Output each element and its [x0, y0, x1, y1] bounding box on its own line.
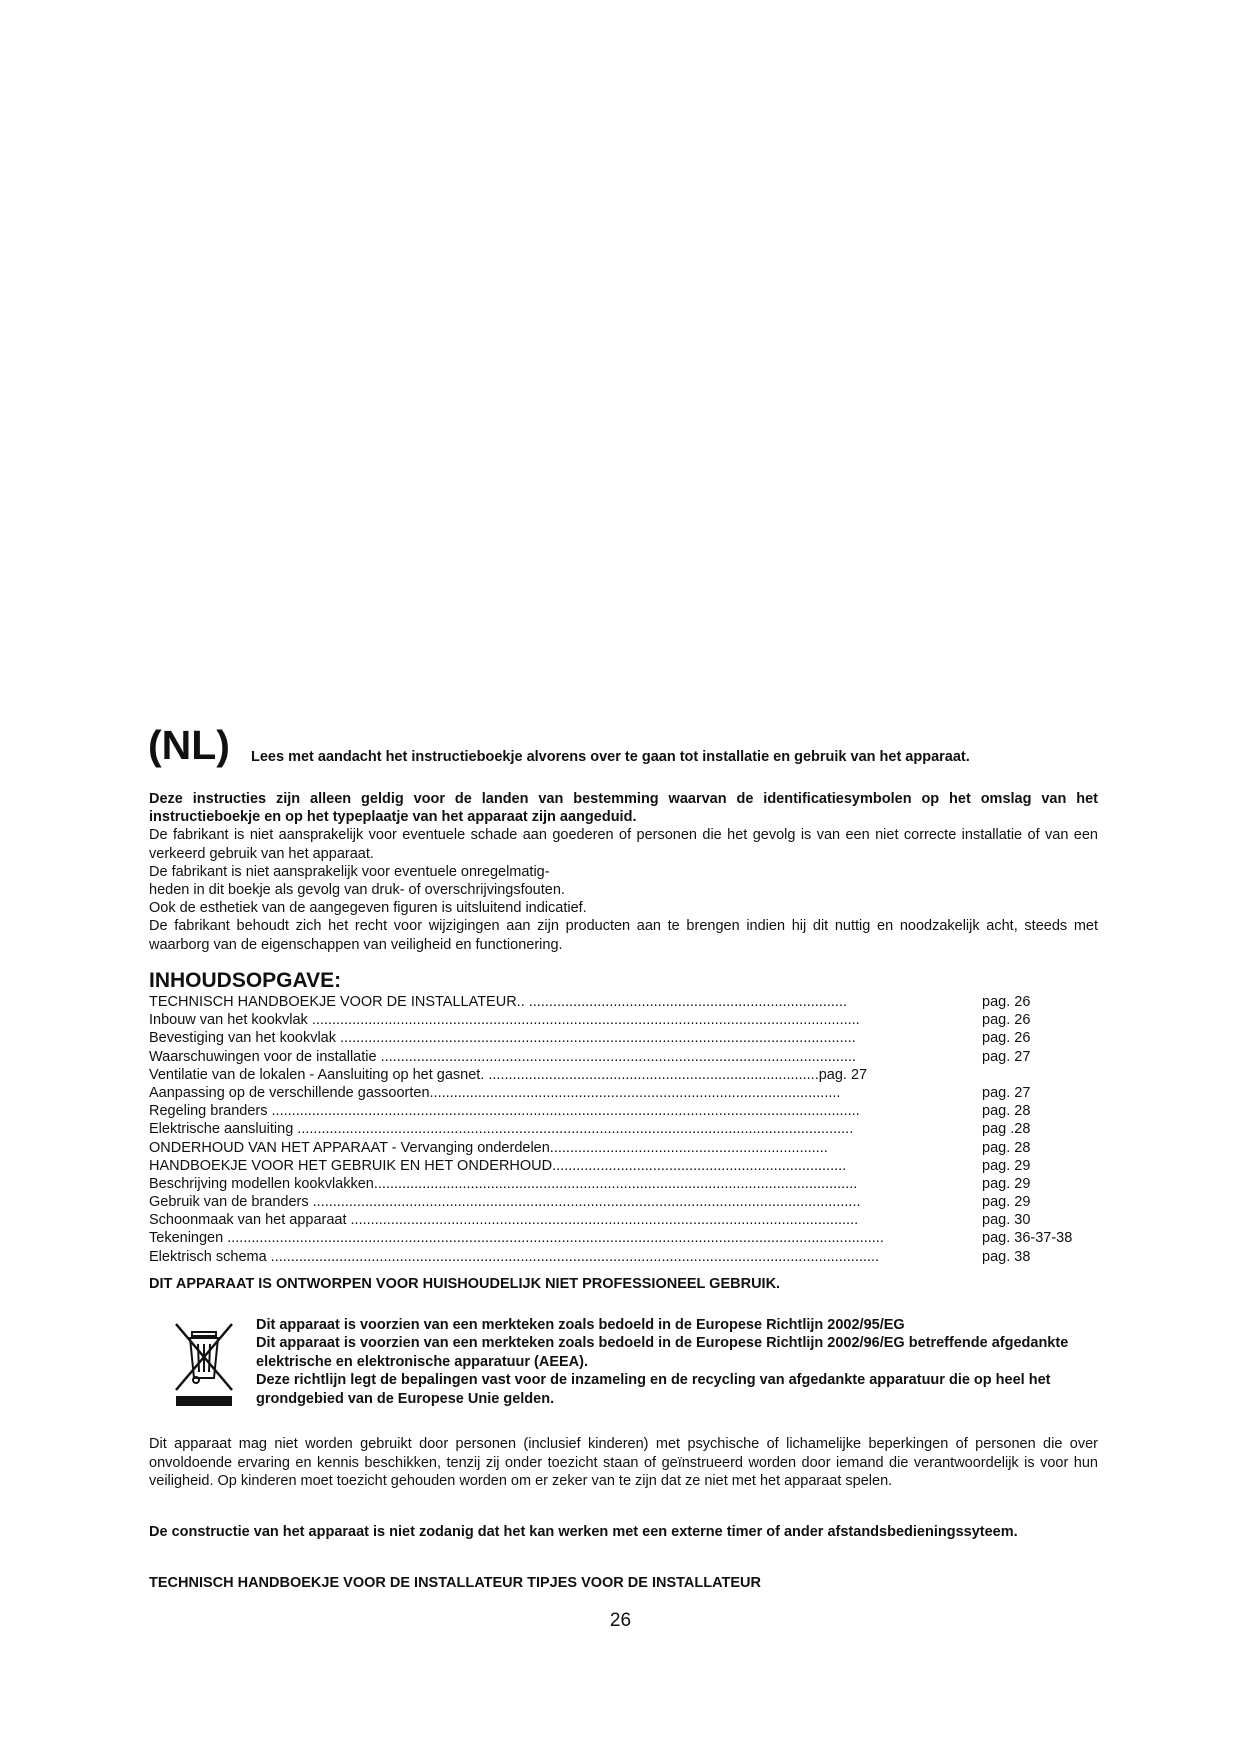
liability-paragraph: De fabrikant is niet aansprakelijk voor eventuele schade aan goederen of personen die het gevolg is van een niet correcte installatie of van een verkeerd gebruik van het apparaat. [149, 827, 1098, 862]
changes-paragraph: De fabrikant behoudt zich het recht voor wijzigingen aan zijn producten aan te brengen indien hij dit nuttig en noodzakelijk acht, steeds met waarborg van de eigenschappen van veiligheid en functionering. [149, 918, 1098, 953]
toc-entry-page: pag. 26 [982, 1030, 1031, 1047]
weee-directive-text [256, 1316, 1101, 1408]
toc-entry-label: TECHNISCH HANDBOEKJE VOOR DE INSTALLATEUR.. ............................................................................... [149, 994, 848, 1010]
weee-line-2: Dit apparaat is voorzien van een merkteken zoals bedoeld in de Europese Richtlijn 2002/96/EG betreffende afgedankte elektrische en elektronische apparatuur (AEEA). [256, 1335, 1069, 1370]
toc-entry [149, 1175, 1109, 1193]
toc-entry-page: pag. 38 [982, 1248, 1031, 1265]
toc-entry-label: Bevestiging van het kookvlak ................................................................................................................................ [149, 1030, 856, 1047]
toc-entry [149, 1011, 1109, 1029]
section-heading: TECHNISCH HANDBOEKJE VOOR DE INSTALLATEUR TIPJES VOOR DE INSTALLATEUR [149, 1575, 761, 1591]
toc-entry-label: Beschrijving modellen kookvlakken........................................................................................................................ [149, 1175, 858, 1192]
toc-entry-page: pag. 30 [982, 1212, 1031, 1229]
liability-line-2: heden in dit boekje als gevolg van druk- of overschrijvingsfouten. [149, 882, 565, 899]
toc-entry-label: Elektrische aansluiting .......................................................................................................................................... [149, 1121, 854, 1138]
aesthetics-line: Ook de esthetiek van de aangegeven figuren is uitsluitend indicatief. [149, 900, 587, 917]
toc-entry-label: ONDERHOUD VAN HET APPARAAT - Vervanging onderdelen..................................................................... [149, 1139, 828, 1156]
toc-entry-label: Tekeningen ................................................................................................................................................................... [149, 1230, 884, 1247]
crossed-out-wheelie-bin-icon [174, 1320, 234, 1408]
toc-entry [149, 1102, 1109, 1120]
toc-entry-label: Aanpassing op de verschillende gassoorten...................................................................................................... [149, 1084, 841, 1101]
toc-entry-page: pag. 36-37-38 [982, 1230, 1073, 1247]
toc-entry-page: pag. 29 [982, 1194, 1031, 1211]
toc-entry-page: pag. 28 [982, 1103, 1031, 1120]
validity-notice: Deze instructies zijn alleen geldig voor de landen van bestemming waarvan de identificatiesymbolen op het omslag van het instructieboekje en op het typeplaatje van het apparaat zijn aangeduid. [149, 791, 1098, 826]
safety-paragraph: Dit apparaat mag niet worden gebruikt door personen (inclusief kinderen) met psychische of lichamelijke beperkingen of personen die over onvoldoende ervaring en kennis beschikken, tenzij zij onder toezicht staan of geïnstrueerd worden door iemand die verantwoordelijk is voor hun veiligheid. Op kinderen moet toezicht gehouden worden om er zeker van te zijn dat ze niet met het apparaat spelen. [149, 1436, 1098, 1490]
toc-entry [149, 1229, 1109, 1247]
toc-entry [149, 1120, 1109, 1138]
household-use-notice: DIT APPARAAT IS ONTWORPEN VOOR HUISHOUDELIJK NIET PROFESSIONEEL GEBRUIK. [149, 1276, 781, 1292]
toc-entry [149, 1139, 1109, 1157]
toc-entry-page: pag .28 [982, 1121, 1031, 1138]
toc-entry-page: pag. 28 [982, 1139, 1031, 1156]
toc-entry-page: pag. 26 [982, 994, 1031, 1010]
toc-entry-page: pag. 27 [982, 1084, 1031, 1101]
weee-line-3: Deze richtlijn legt de bepalingen vast voor de inzameling en de recycling van afgedankte apparatuur die op heel het grondgebied van de Europese Unie gelden. [256, 1372, 1051, 1407]
toc-entry-label: Waarschuwingen voor de installatie ...................................................................................................................... [149, 1048, 856, 1065]
read-instructions-line: Lees met aandacht het instructieboekje alvorens over te gaan tot installatie en gebruik van het apparaat. [251, 749, 970, 765]
toc-entry-label: Regeling branders .................................................................................................................................................. [149, 1103, 860, 1120]
toc-entry-page: pag. 27 [982, 1048, 1031, 1065]
table-of-contents [149, 993, 1109, 1266]
toc-entry-label: HANDBOEKJE VOOR HET GEBRUIK EN HET ONDERHOUD......................................................................... [149, 1157, 847, 1174]
toc-entry [149, 993, 1109, 1011]
toc-entry-page: pag. 29 [982, 1175, 1031, 1192]
toc-entry [149, 1211, 1109, 1229]
construction-note: De constructie van het apparaat is niet zodanig dat het kan werken met een externe timer of ander afstandsbedieningssyteem. [149, 1524, 1018, 1540]
toc-entry-label: Ventilatie van de lokalen - Aansluiting op het gasnet. ..................................................................................pag. 27 [149, 1066, 868, 1083]
toc-entry [149, 1048, 1109, 1066]
toc-entry [149, 1157, 1109, 1175]
language-code: (NL) [148, 722, 230, 768]
toc-title: INHOUDSOPGAVE: [149, 969, 342, 992]
liability-line-1: De fabrikant is niet aansprakelijk voor eventuele onregelmatig- [149, 863, 550, 880]
toc-entry [149, 1193, 1109, 1211]
toc-entry [149, 1066, 1109, 1084]
toc-entry-page: pag. 29 [982, 1157, 1031, 1174]
toc-entry-label: Inbouw van het kookvlak ........................................................................................................................................ [149, 1012, 860, 1029]
toc-entry-label: Gebruik van de branders ........................................................................................................................................ [149, 1194, 861, 1211]
toc-entry [149, 1084, 1109, 1102]
toc-entry [149, 1029, 1109, 1047]
intro-section [149, 790, 1098, 954]
toc-entry-page: pag. 26 [982, 1012, 1031, 1029]
page-number: 26 [609, 1610, 632, 1631]
toc-entry [149, 1248, 1109, 1266]
weee-line-1: Dit apparaat is voorzien van een merkteken zoals bedoeld in de Europese Richtlijn 2002/95/EG [256, 1317, 905, 1333]
toc-entry-label: Schoonmaak van het apparaat .............................................................................................................................. [149, 1212, 859, 1229]
toc-entry-label: Elektrisch schema ....................................................................................................................................................... [149, 1248, 879, 1265]
